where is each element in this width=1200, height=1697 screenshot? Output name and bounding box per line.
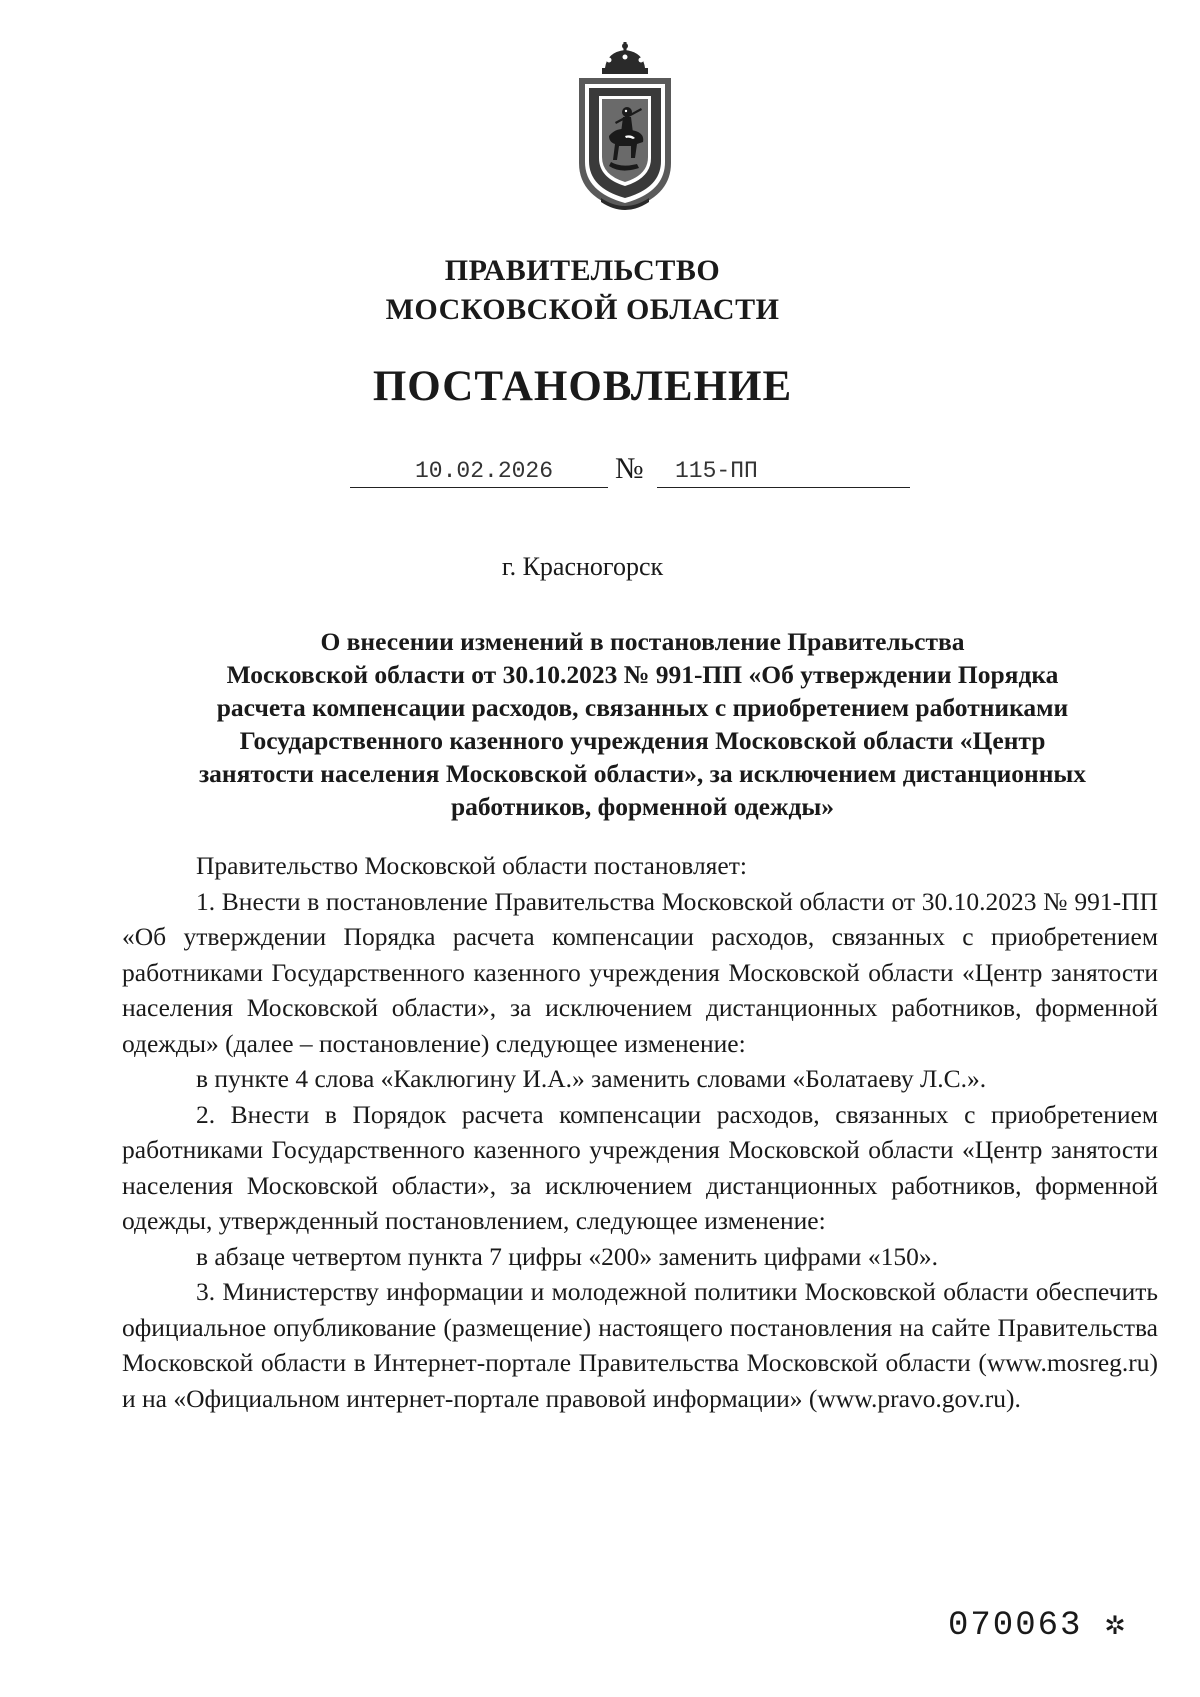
- city-name: г. Красногорск: [501, 552, 664, 581]
- moscow-oblast-coat-of-arms-icon: [565, 38, 685, 213]
- subject-line: работников, форменной одежды»: [450, 792, 835, 821]
- document-type-title: ПОСТАНОВЛЕНИЕ: [372, 363, 793, 410]
- subject-line: Государственного казенного учреждения Московской области «Центр: [239, 726, 1046, 755]
- clause-3: 3. Министерству информации и молодежной политики Московской области обеспечить официальное опубликование (размещение) настоящего постановления на сайте Правительства Московской области в Интернет-портале Правительства Московской области (www.mosreg.ru) и на «Официальном интернет-портале правовой информации» (www.pravo.gov.ru).: [122, 1277, 1158, 1413]
- document-subject: [140, 625, 1145, 823]
- subject-line: занятости населения Московской области», за исключением дистанционных: [198, 759, 1087, 788]
- document-date: 10.02.2026: [415, 458, 554, 484]
- document-body: [122, 848, 1158, 1416]
- clause-1-change: в пункте 4 слова «Каклюгину И.А.» заменить словами «Болатаеву Л.С.».: [196, 1064, 987, 1093]
- subject-line: расчета компенсации расходов, связанных с приобретением работниками: [216, 693, 1069, 722]
- subject-line: О внесении изменений в постановление Правительства: [320, 627, 965, 656]
- date-number-line: [0, 452, 1200, 488]
- date-underline: [350, 487, 608, 488]
- government-name-line1: ПРАВИТЕЛЬСТВО: [444, 254, 721, 287]
- subject-line: Московской области от 30.10.2023 № 991-ПП «Об утверждении Порядка: [226, 660, 1059, 689]
- clause-2: 2. Внести в Порядок расчета компенсации расходов, связанных с приобретением работниками Государственного казенного учреждения Московской области «Центр занятости населения Московской области», за исключением дистанционных работников, форменной одежды, утвержденный постановлением, следующее изменение:: [122, 1099, 1158, 1235]
- document-number: 115-ПП: [675, 458, 758, 484]
- government-name-line2: МОСКОВСКОЙ ОБЛАСТИ: [385, 293, 780, 326]
- clause-2-change: в абзаце четвертом пункта 7 цифры «200» заменить цифрами «150».: [196, 1241, 938, 1271]
- intro-paragraph: Правительство Московской области постановляет:: [196, 851, 747, 880]
- number-underline: [657, 487, 910, 488]
- clause-1: 1. Внести в постановление Правительства Московской области от 30.10.2023 № 991-ПП «Об утверждении Порядка расчета компенсации расходов, связанных с приобретением работниками Государственного казенного учреждения Московской области «Центр занятости населения Московской области», за исключением дистанционных работников, форменной одежды» (далее – постановление) следующее изменение:: [122, 886, 1158, 1058]
- number-sign: №: [615, 452, 644, 485]
- serial-number: 070063 ✲: [948, 1607, 1128, 1645]
